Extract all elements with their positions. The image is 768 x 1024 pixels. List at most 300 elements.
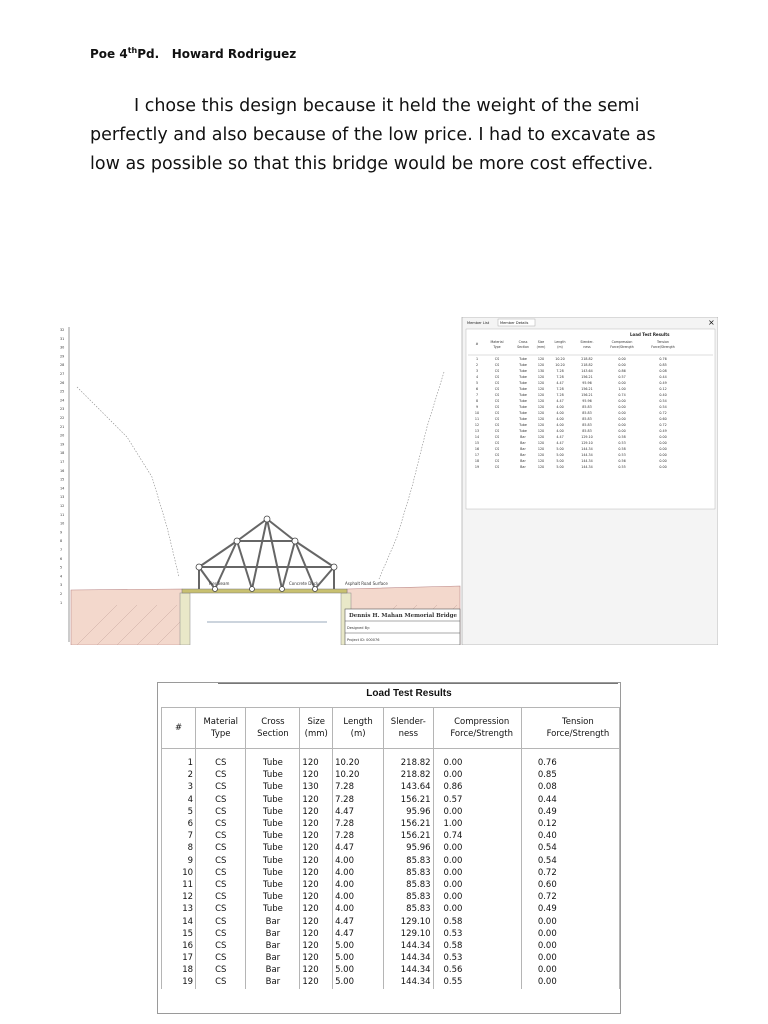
table-cell: Tube (246, 818, 300, 830)
small-table-cell: 0.08 (659, 369, 667, 373)
y-axis-tick-label: 17 (60, 460, 65, 464)
small-table-cell: 120 (537, 435, 545, 439)
small-header-cell: Size (537, 340, 545, 344)
table-cell: 5.00 (333, 952, 384, 964)
table-cell: Tube (246, 867, 300, 879)
table-cell: 0.00 (433, 891, 521, 903)
y-axis-tick-label: 21 (60, 424, 65, 429)
small-table-cell: 120 (537, 399, 545, 403)
table-cell: 9 (162, 855, 196, 867)
small-table-cell: CS (494, 441, 500, 445)
table-cell: 144.34 (384, 952, 433, 964)
table-cell: 143.64 (384, 781, 433, 793)
small-table-cell: 4 (475, 375, 479, 379)
y-axis-tick-label: 14 (60, 486, 65, 491)
table-cell: Tube (246, 891, 300, 903)
y-axis-tick-label: 2 (60, 592, 63, 596)
bridge-designer-figure (57, 317, 718, 645)
header-cell (196, 708, 246, 749)
table-cell: 3 (162, 781, 196, 793)
table-cell: Bar (246, 952, 300, 964)
header-text: Section (257, 729, 289, 739)
small-table-cell: 85.83 (582, 411, 592, 415)
table-cell: 2 (162, 769, 196, 781)
y-axis-tick-label: 22 (60, 416, 65, 420)
author-line (90, 46, 296, 61)
table-row (162, 915, 620, 927)
table-cell: CS (196, 749, 246, 770)
small-table-cell: 0.44 (659, 375, 667, 379)
table-cell: 0.00 (433, 769, 521, 781)
design-rationale-paragraph (90, 92, 690, 179)
small-table-cell: 143.64 (581, 369, 593, 373)
table-cell: 4.47 (333, 928, 384, 940)
table-cell: Bar (246, 976, 300, 988)
left-abutment (180, 593, 190, 645)
small-table-cell: 0.72 (659, 423, 667, 427)
small-table-cell: 120 (537, 447, 545, 451)
table-cell: Tube (246, 749, 300, 770)
table-cell: CS (196, 806, 246, 818)
table-cell: 0.00 (433, 749, 521, 770)
header-text: Cross (261, 717, 285, 727)
small-header-cell: ness (583, 345, 591, 349)
small-table-cell: 144.34 (581, 459, 593, 463)
table-cell: CS (196, 940, 246, 952)
left-bank (71, 589, 185, 645)
small-header-cell: Tension (657, 340, 669, 344)
table-row (162, 891, 620, 903)
header-cell (246, 708, 300, 749)
table-cell: 156.21 (384, 794, 433, 806)
table-cell: 0.00 (433, 879, 521, 891)
table-cell: 7.28 (333, 794, 384, 806)
y-axis-tick-label: 16 (60, 468, 65, 473)
small-table-cell: 0.00 (659, 459, 667, 463)
table-cell: 129.10 (384, 915, 433, 927)
table-cell: 0.40 (521, 830, 619, 842)
small-table-cell: 1 (475, 357, 479, 361)
table-cell: 13 (162, 903, 196, 915)
small-table-cell: 4.00 (556, 417, 564, 421)
table-cell: CS (196, 964, 246, 976)
table-row (162, 769, 620, 781)
table-cell: 11 (162, 879, 196, 891)
table-cell: 120 (300, 867, 333, 879)
small-table-cell: Bar (520, 465, 526, 469)
small-table-cell: 0.72 (659, 411, 667, 415)
y-axis-tick-label: 9 (60, 530, 63, 535)
small-table-cell: 85.83 (582, 429, 592, 433)
small-table-cell: 85.83 (582, 405, 592, 409)
small-header-cell: (mm) (536, 345, 546, 349)
small-table-cell: 0.00 (659, 465, 667, 469)
small-header-cell: Section (517, 345, 529, 349)
small-table-cell: CS (494, 405, 500, 409)
small-table-cell: 7.28 (556, 393, 564, 397)
table-cell: 0.00 (521, 940, 619, 952)
small-table-cell: 120 (537, 393, 545, 397)
y-axis-tick-label: 7 (60, 548, 63, 552)
y-axis-tick-label: 12 (60, 504, 65, 508)
table-body (162, 749, 620, 989)
y-axis-tick-label: 11 (60, 512, 65, 517)
small-table-cell: 3 (475, 369, 479, 373)
table-cell: CS (196, 794, 246, 806)
y-axis-tick-label: 28 (60, 363, 65, 368)
table-top-rule (218, 683, 618, 684)
table-cell: CS (196, 867, 246, 879)
y-axis-tick-label: 25 (60, 389, 65, 394)
header-cell (300, 708, 333, 749)
table-cell: CS (196, 903, 246, 915)
small-header-cell: Cross (518, 340, 528, 344)
small-table-cell: 0.85 (659, 363, 667, 367)
y-axis-tick-label: 26 (60, 380, 65, 385)
table-cell: CS (196, 915, 246, 927)
y-axis-tick-label: 31 (60, 336, 65, 341)
small-table-cell: Tube (519, 357, 527, 361)
table-cell: 156.21 (384, 830, 433, 842)
header-text: Type (210, 729, 231, 739)
table-row (162, 794, 620, 806)
small-table-cell: CS (494, 447, 500, 451)
table-cell: CS (196, 830, 246, 842)
table-cell: 10.20 (333, 749, 384, 770)
table-cell: 0.53 (433, 952, 521, 964)
table-cell: Bar (246, 964, 300, 976)
small-table-cell: 4.00 (556, 405, 564, 409)
small-table-cell: 12 (474, 423, 480, 427)
title-block-designed-by: Designed By: (347, 626, 370, 630)
small-table-cell: 2 (475, 363, 479, 367)
small-table-cell: 218.82 (581, 363, 593, 367)
small-table-cell: 0.00 (618, 399, 626, 403)
y-axis-tick-label: 8 (60, 539, 63, 544)
load-test-grid (161, 707, 620, 989)
table-row (162, 976, 620, 988)
small-table-cell: CS (494, 417, 500, 421)
small-table-cell: 1.00 (618, 387, 626, 391)
small-table-cell: 129.10 (581, 435, 593, 439)
table-cell: 7 (162, 830, 196, 842)
small-table-cell: 10.20 (555, 363, 565, 367)
table-cell: CS (196, 781, 246, 793)
table-row (162, 818, 620, 830)
table-cell: 4.00 (333, 867, 384, 879)
small-table-cell: Bar (520, 453, 526, 457)
small-table-cell: 95.96 (582, 381, 592, 385)
small-table-cell: 4.00 (556, 423, 564, 427)
small-table-cell: Tube (519, 405, 527, 409)
small-table-cell: Tube (519, 417, 527, 421)
table-cell: CS (196, 952, 246, 964)
small-table-cell: 18 (474, 459, 480, 463)
table-cell: 0.55 (433, 976, 521, 988)
small-table-cell: 7.28 (556, 369, 564, 373)
small-table-cell: 120 (537, 459, 545, 463)
small-table-cell: 0.00 (618, 405, 626, 409)
y-axis-tick-label: 6 (60, 556, 63, 561)
table-cell: Tube (246, 769, 300, 781)
table-cell: CS (196, 928, 246, 940)
small-table-cell: 19 (474, 465, 480, 469)
table-cell: CS (196, 879, 246, 891)
table-cell: 17 (162, 952, 196, 964)
small-table-cell: Tube (519, 375, 527, 379)
table-cell: Tube (246, 879, 300, 891)
small-table-cell: CS (494, 411, 500, 415)
header-text: Length (343, 717, 373, 727)
table-cell: Tube (246, 855, 300, 867)
header-cell (384, 708, 433, 749)
small-table-cell: 0.86 (618, 369, 626, 373)
small-table-cell: CS (494, 393, 500, 397)
small-table-cell: 6 (475, 387, 479, 391)
table-row (162, 940, 620, 952)
table-cell: 95.96 (384, 842, 433, 854)
header-text: (mm) (304, 729, 328, 739)
table-cell: 120 (300, 891, 333, 903)
small-table-cell: 144.34 (581, 453, 593, 457)
y-axis-tick-label: 30 (60, 345, 65, 350)
small-table-cell: 120 (537, 429, 545, 433)
table-row (162, 806, 620, 818)
small-table-cell: CS (494, 435, 500, 439)
small-table-cell: 0.49 (659, 429, 667, 433)
paragraph-text: I chose this design because it held the weight of the semi perfectly and also because of the low price. I had to excavate as low as possible so that this bridge would be more cost effective. (90, 96, 656, 174)
y-axis-tick-label: 5 (60, 565, 63, 570)
table-cell: 120 (300, 842, 333, 854)
table-cell: 120 (300, 830, 333, 842)
table-cell: 18 (162, 964, 196, 976)
table-cell: 16 (162, 940, 196, 952)
small-table-cell: CS (494, 465, 500, 469)
y-axis-tick-label: 24 (60, 398, 65, 403)
table-cell: 0.00 (433, 842, 521, 854)
table-row (162, 928, 620, 940)
small-table-cell: 0.57 (618, 375, 626, 379)
table-cell: 85.83 (384, 891, 433, 903)
y-axis-tick-label: 4 (60, 574, 63, 579)
bridge-deck (182, 589, 347, 593)
small-table-cell: 0.00 (659, 441, 667, 445)
small-table-cell: Bar (520, 441, 526, 445)
table-row (162, 842, 620, 854)
table-cell: 144.34 (384, 976, 433, 988)
small-table-cell: 9 (475, 405, 479, 409)
small-table-cell: 85.83 (582, 417, 592, 421)
table-cell: 1.00 (433, 818, 521, 830)
small-table-cell: Tube (519, 399, 527, 403)
table-cell: 12 (162, 891, 196, 903)
table-cell: 0.08 (521, 781, 619, 793)
small-table-cell: Tube (519, 393, 527, 397)
table-cell: 120 (300, 769, 333, 781)
small-table-cell: 0.53 (618, 453, 626, 457)
small-table-cell: Bar (520, 447, 526, 451)
small-table-title: Load Test Results (630, 332, 670, 337)
table-row (162, 903, 620, 915)
header-cell (333, 708, 384, 749)
table-title: Load Test Results (366, 688, 452, 699)
header-text: (m) (350, 729, 366, 739)
table-cell: 120 (300, 976, 333, 988)
small-table-cell: Tube (519, 363, 527, 367)
small-table-cell: 4.00 (556, 429, 564, 433)
y-axis-tick-label: 19 (60, 442, 65, 447)
table-cell: 0.00 (521, 928, 619, 940)
header-text: Force/Strength (546, 729, 610, 739)
table-cell: 4 (162, 794, 196, 806)
small-table-cell: 0.60 (659, 417, 667, 421)
small-table-cell: 95.96 (582, 399, 592, 403)
table-cell: CS (196, 891, 246, 903)
table-cell: 0.72 (521, 867, 619, 879)
table-cell: 4.00 (333, 879, 384, 891)
header-text: Slender- (390, 717, 426, 727)
small-table-cell: Tube (519, 387, 527, 391)
tab-member-list[interactable]: Member List (467, 321, 490, 325)
table-cell: 5.00 (333, 964, 384, 976)
small-table-cell: 4.47 (556, 435, 564, 439)
small-table-cell: 0.00 (659, 435, 667, 439)
header-cell (521, 708, 619, 749)
small-table-cell: Tube (519, 411, 527, 415)
table-cell: 0.49 (521, 903, 619, 915)
small-table-cell: 4.47 (556, 399, 564, 403)
table-cell: 10.20 (333, 769, 384, 781)
small-table-cell: 120 (537, 375, 545, 379)
table-cell: Tube (246, 794, 300, 806)
table-cell: 0.00 (433, 903, 521, 915)
small-header-cell: # (475, 342, 479, 346)
table-cell: 85.83 (384, 903, 433, 915)
bridge-canvas (57, 317, 462, 645)
table-cell: 4.47 (333, 842, 384, 854)
table-cell: 120 (300, 818, 333, 830)
table-cell: Tube (246, 830, 300, 842)
small-table-cell: 0.00 (618, 423, 626, 427)
table-cell: 156.21 (384, 818, 433, 830)
table-cell: CS (196, 842, 246, 854)
small-table-cell: 120 (537, 363, 545, 367)
table-cell: 120 (300, 749, 333, 770)
small-table-cell: 218.82 (581, 357, 593, 361)
table-cell: 0.53 (433, 928, 521, 940)
small-table-cell: 8 (475, 399, 479, 403)
table-cell: 0.00 (521, 964, 619, 976)
y-axis-tick-label: 27 (60, 372, 65, 376)
small-table-cell: 0.00 (659, 453, 667, 457)
small-table-cell: Tube (519, 429, 527, 433)
header-text: # (174, 723, 183, 733)
small-table-cell: 0.55 (618, 465, 626, 469)
small-table-cell: 120 (537, 387, 545, 391)
table-cell: 0.49 (521, 806, 619, 818)
small-table-cell: 0.00 (618, 429, 626, 433)
table-cell: 120 (300, 940, 333, 952)
table-cell: 7.28 (333, 830, 384, 842)
table-row (162, 781, 620, 793)
small-table-cell: 7.28 (556, 375, 564, 379)
table-cell: Tube (246, 806, 300, 818)
y-axis-tick-label: 32 (60, 328, 65, 332)
table-row (162, 830, 620, 842)
small-table-cell: 5.00 (556, 459, 564, 463)
small-header-cell: (m) (557, 345, 563, 349)
table-cell: Tube (246, 781, 300, 793)
table-cell: 218.82 (384, 749, 433, 770)
small-table-cell: CS (494, 381, 500, 385)
small-table-cell: CS (494, 459, 500, 463)
header-text: ness (398, 729, 419, 739)
table-cell: 0.00 (521, 976, 619, 988)
table-cell: 0.57 (433, 794, 521, 806)
table-cell: 144.34 (384, 940, 433, 952)
table-cell: 4.00 (333, 903, 384, 915)
callout-asphalt-road: Asphalt Road Surface (345, 581, 388, 586)
y-axis-tick-label: 15 (60, 477, 65, 482)
y-axis-tick-label: 23 (60, 407, 65, 412)
author-name: Pd. Howard Rodriguez (137, 47, 297, 61)
small-table-cell: 10.20 (555, 357, 565, 361)
small-table-cell: Tube (519, 423, 527, 427)
table-cell: 120 (300, 952, 333, 964)
table-cell: 7.28 (333, 781, 384, 793)
small-table-cell: 17 (474, 453, 480, 457)
small-table-cell: CS (494, 363, 500, 367)
table-cell: 4.00 (333, 855, 384, 867)
header-text: Force/Strength (450, 729, 513, 739)
small-table-cell: 4.00 (556, 411, 564, 415)
table-cell: 0.56 (433, 964, 521, 976)
small-header-cell: Force/Strength (651, 345, 675, 349)
small-table-cell: 0.00 (618, 417, 626, 421)
table-cell: 120 (300, 794, 333, 806)
y-axis-tick-label: 10 (60, 521, 65, 526)
table-cell: 0.00 (521, 915, 619, 927)
small-table-cell: CS (494, 429, 500, 433)
small-table-cell: 13 (474, 429, 480, 433)
table-cell: 95.96 (384, 806, 433, 818)
small-table-cell: 0.58 (618, 435, 626, 439)
table-cell: 0.00 (433, 867, 521, 879)
small-table-cell: 144.34 (581, 465, 593, 469)
small-table-cell: 0.00 (659, 447, 667, 451)
y-axis-tick-label: 1 (60, 600, 63, 605)
table-row (162, 749, 620, 770)
small-table-cell: 0.74 (618, 393, 626, 397)
small-table-cell: Bar (520, 459, 526, 463)
table-cell: 0.54 (521, 842, 619, 854)
header-text: Tension (562, 717, 594, 727)
table-cell: 5.00 (333, 976, 384, 988)
table-cell: 0.72 (521, 891, 619, 903)
header-cell (162, 708, 196, 749)
table-cell: 0.74 (433, 830, 521, 842)
tab-member-details[interactable]: Member Details (500, 321, 529, 325)
table-row (162, 952, 620, 964)
small-table-cell: 156.21 (581, 375, 593, 379)
close-icon[interactable]: × (708, 318, 715, 327)
member-list-panel (462, 317, 718, 645)
small-table-cell: 7.28 (556, 387, 564, 391)
small-table-cell: 11 (474, 417, 480, 421)
small-table-cell: Bar (520, 435, 526, 439)
small-table-cell: 16 (474, 447, 480, 451)
small-table-cell: 0.49 (659, 381, 667, 385)
